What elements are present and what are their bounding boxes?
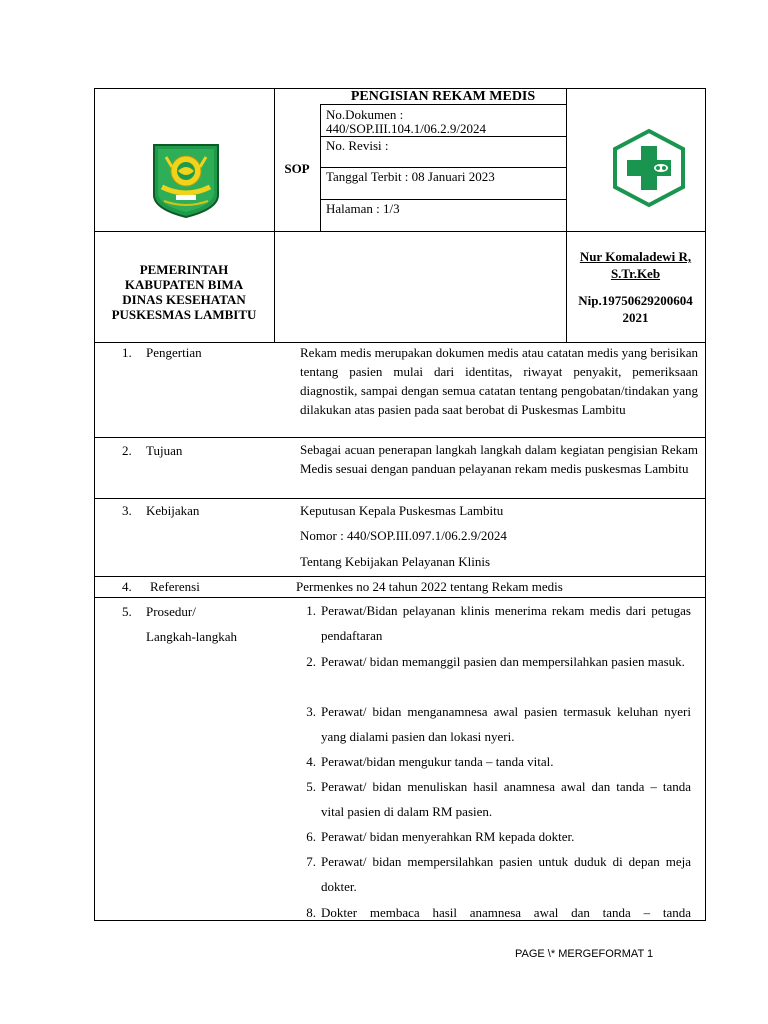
list-item [296,900,692,920]
organization-name [94,262,274,322]
puskesmas-logo [611,128,687,208]
col-divider [320,104,321,232]
row-divider [94,231,705,232]
table-border-right [705,88,706,921]
section-number: 4. [122,579,132,594]
signatory-title: S.Tr.Keb [610,266,661,281]
step-text: Perawat/Bidan pelayanan klinis menerima rekam medis dari petugas pendaftaran [321,603,691,643]
kebijakan-line: Nomor : 440/SOP.III.097.1/06.2.9/2024 [300,528,507,543]
section-text-tujuan: Sebagai acuan penerapan langkah langkah dalam kegiatan pengisian Rekam Medis sesuai dengan panduan pelayanan rekam medis puskesmas Lambitu [300,442,698,476]
section-number: 5. [122,604,132,619]
org-line: DINAS KESEHATAN [122,292,246,307]
step-number: 2. [306,654,316,669]
section-text-referensi: Permenkes no 24 tahun 2022 tentang Rekam medis [296,579,563,594]
section-label-referensi: Referensi [150,579,200,594]
row-divider [320,167,566,168]
halaman: Halaman : 1/3 [326,201,400,216]
step-text: Perawat/ bidan memanggil pasien dan mempersilahkan pasien masuk. [321,654,685,669]
kebijakan-line: Tentang Kebijakan Pelayanan Klinis [300,554,491,569]
table-border-left [94,88,95,921]
sop-label: SOP [284,161,310,176]
row-divider [94,437,705,438]
step-number: 6. [306,829,316,844]
list-item [296,849,692,901]
kebijakan-line: Keputusan Kepala Puskesmas Lambitu [300,503,504,518]
no-dokumen-label: No.Dokumen : [326,107,404,122]
step-text: Perawat/ bidan mempersilahkan pasien untuk duduk di depan meja dokter. [321,854,691,894]
page-footer: PAGE \* MERGEFORMAT 1 [515,948,654,960]
org-line: KABUPATEN BIMA [124,277,244,292]
title-underline [320,104,566,105]
row-divider [320,136,566,137]
section-number: 2. [122,443,132,458]
signatory-block [566,248,705,326]
section-number: 1. [122,345,132,360]
no-revisi: No. Revisi : [326,138,389,153]
kabupaten-bima-logo [148,143,224,219]
step-number: 8. [306,905,316,920]
row-divider [94,576,705,577]
row-divider [94,498,705,499]
step-number: 5. [306,779,316,794]
document-title: PENGISIAN REKAM MEDIS [350,89,536,104]
step-number: 7. [306,854,316,869]
section-text-pengertian: Rekam medis merupakan dokumen medis atau catatan medis yang berisikan tentang pasien mulai dari identitas, riwayat penyakit, pemeriksaan diagnostik, sampai dengan semua catatan tentang pengobatan/tindakan yang dilakukan atas pasien pada saat berobat di Puskesmas Lambitu [300,345,698,417]
section-label-pengertian: Pengertian [146,345,202,360]
list-item [296,699,692,751]
step-text: Perawat/ bidan menyerahkan RM kepada dokter. [321,829,575,844]
section-label-kebijakan: Kebijakan [146,503,200,518]
step-text: Perawat/ bidan menuliskan hasil anamnesa awal dan tanda – tanda vital pasien di dalam RM pasien. [321,779,691,819]
table-border-bottom [94,920,705,921]
signatory-name: Nur Komaladewi R, [579,249,692,264]
row-divider [320,199,566,200]
signatory-nip: Nip.19750629200604 [578,293,693,308]
list-item [296,749,692,775]
col-divider [274,88,275,343]
procedure-steps [296,598,692,920]
step-number: 1. [306,603,316,618]
org-line: PEMERINTAH [139,262,229,277]
section-label-tujuan: Tujuan [146,443,183,458]
section-label-prosedur: Prosedur/ [146,604,196,619]
step-text: Perawat/ bidan menganamnesa awal pasien termasuk keluhan nyeri yang dialami pasien dan lokasi nyeri. [321,704,691,744]
step-text: Dokter membaca hasil anamnesa awal dan tanda – tanda [321,905,691,920]
list-item [296,774,692,826]
signatory-nip-cont: 2021 [622,310,649,325]
step-number: 3. [306,704,316,719]
org-line: PUSKESMAS LAMBITU [111,307,257,322]
list-item [296,824,692,850]
section-label-prosedur-cont: Langkah-langkah [146,629,237,644]
list-item [296,649,692,701]
step-text: Perawat/bidan mengukur tanda – tanda vital. [321,754,554,769]
list-item [296,598,692,650]
tanggal-terbit: Tanggal Terbit : 08 Januari 2023 [326,169,495,184]
section-number: 3. [122,503,132,518]
no-dokumen-value: 440/SOP.III.104.1/06.2.9/2024 [326,121,486,136]
step-number: 4. [306,754,316,769]
